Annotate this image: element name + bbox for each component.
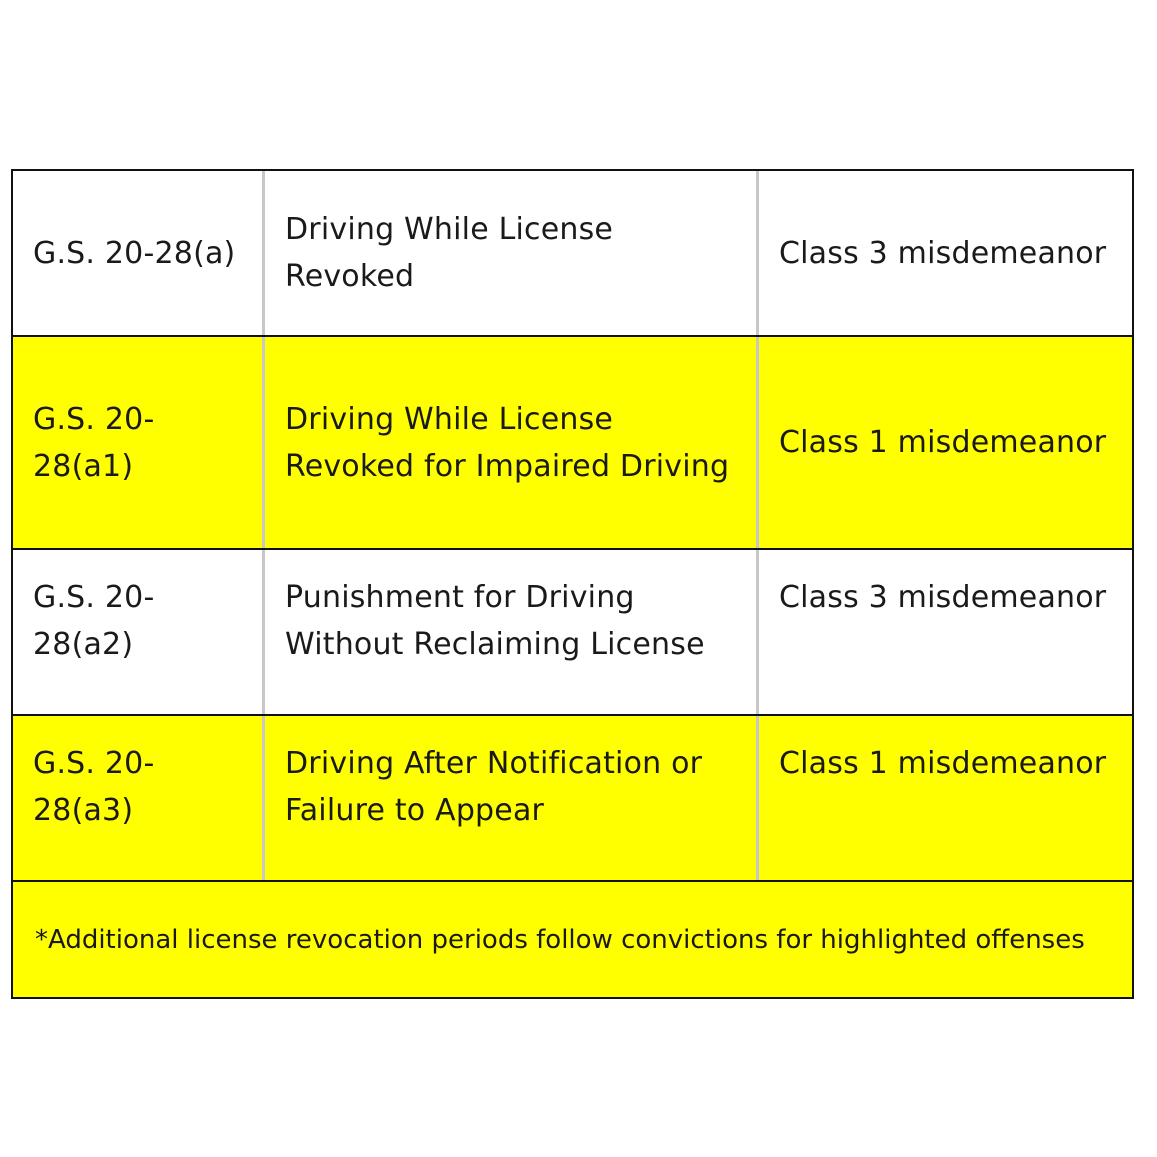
statute-cell: G.S. 20-28(a2) [13, 550, 265, 714]
offense-cell: Driving After Notification or Failure to Appear [265, 716, 759, 880]
statute-cell: G.S. 20-28(a) [13, 171, 265, 335]
offense-cell: Driving While License Revoked [265, 171, 759, 335]
table-row [13, 716, 1132, 882]
table-row [13, 171, 1132, 337]
offense-cell: Driving While License Revoked for Impaired Driving [265, 337, 759, 548]
classification-cell: Class 3 misdemeanor [779, 235, 1107, 271]
classification-cell: Class 1 misdemeanor [779, 746, 1107, 781]
table-row [13, 337, 1132, 550]
offense-table [11, 169, 1134, 999]
footnote-row [13, 882, 1132, 997]
table-row [13, 550, 1132, 716]
statute-cell: G.S. 20-28(a1) [13, 337, 265, 548]
footnote: *Additional license revocation periods follow convictions for highlighted offenses [13, 882, 1132, 997]
offense-cell: Punishment for Driving Without Reclaiming License [265, 550, 759, 714]
classification-cell: Class 3 misdemeanor [779, 580, 1107, 615]
classification-cell: Class 1 misdemeanor [779, 425, 1107, 460]
statute-cell: G.S. 20-28(a3) [13, 716, 265, 880]
